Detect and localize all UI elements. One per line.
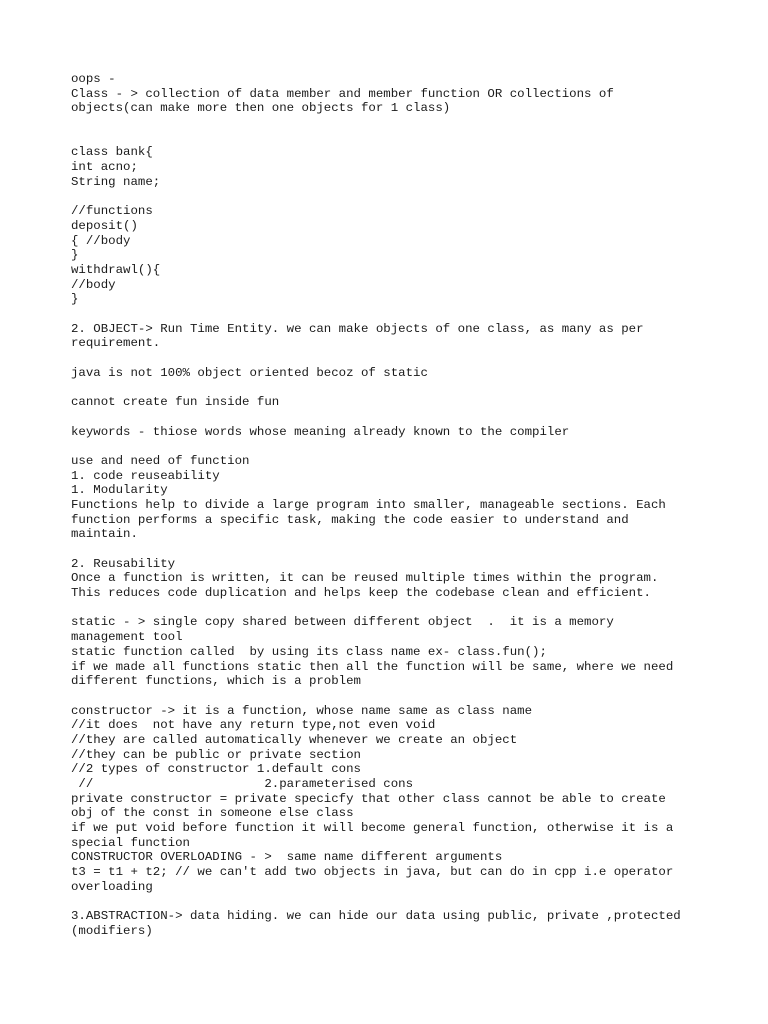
text-line: management tool xyxy=(71,630,183,645)
text-line: Once a function is written, it can be reused multiple times within the program. xyxy=(71,571,659,586)
text-line: //body xyxy=(71,277,116,292)
text-line: private constructor = private specicfy that other class cannot be able to create xyxy=(71,791,666,806)
text-line: (modifiers) xyxy=(71,923,153,938)
text-line: //functions xyxy=(71,204,153,219)
text-line: } xyxy=(71,292,79,307)
text-line: CONSTRUCTOR OVERLOADING - > same name different arguments xyxy=(71,850,503,865)
document-text xyxy=(71,72,711,939)
text-line: deposit() xyxy=(71,218,138,233)
blank-line xyxy=(71,131,711,146)
text-line: use and need of function xyxy=(71,453,250,468)
blank-line xyxy=(71,601,711,616)
text-line: if we put void before function it will become general function, otherwise it is a xyxy=(71,821,674,836)
text-line: maintain. xyxy=(71,527,138,542)
text-line: This reduces code duplication and helps keep the codebase clean and efficient. xyxy=(71,586,651,601)
text-line: static - > single copy shared between different object . it is a memory xyxy=(71,615,614,630)
text-line: } xyxy=(71,248,79,263)
text-line: //they can be public or private section xyxy=(71,747,361,762)
text-line: 1. Modularity xyxy=(71,483,168,498)
text-line: static function called by using its class name ex- class.fun(); xyxy=(71,644,547,659)
text-line: objects(can make more then one objects for 1 class) xyxy=(71,101,451,116)
text-line: cannot create fun inside fun xyxy=(71,395,280,410)
text-line: keywords - thiose words whose meaning already known to the compiler xyxy=(71,424,570,439)
blank-line xyxy=(71,380,711,395)
blank-line xyxy=(71,307,711,322)
blank-line xyxy=(71,689,711,704)
text-line: 3.ABSTRACTION-> data hiding. we can hide our data using public, private ,protected xyxy=(71,909,681,924)
text-line: 2. Reusability xyxy=(71,556,176,571)
text-line: { //body xyxy=(71,233,131,248)
text-line: requirement. xyxy=(71,336,161,351)
text-line: int acno; xyxy=(71,160,138,175)
text-line: if we made all functions static then all the function will be same, where we need xyxy=(71,659,674,674)
blank-line xyxy=(71,439,711,454)
blank-line xyxy=(71,895,711,910)
text-line: //2 types of constructor 1.default cons xyxy=(71,762,361,777)
blank-line xyxy=(71,410,711,425)
text-line: special function xyxy=(71,835,190,850)
text-line: class bank{ xyxy=(71,145,153,160)
text-line: 2. OBJECT-> Run Time Entity. we can make objects of one class, as many as per xyxy=(71,321,644,336)
blank-line xyxy=(71,542,711,557)
text-line: // 2.parameterised cons xyxy=(71,777,414,791)
text-line: java is not 100% object oriented becoz of static xyxy=(71,365,428,380)
text-line: withdrawl(){ xyxy=(71,262,161,277)
text-line: 1. code reuseability xyxy=(71,468,220,483)
text-line: function performs a specific task, making the code easier to understand and xyxy=(71,512,629,527)
blank-line xyxy=(71,116,711,131)
text-line: overloading xyxy=(71,879,153,894)
blank-line xyxy=(71,190,711,205)
text-line: constructor -> it is a function, whose name same as class name xyxy=(71,703,533,718)
text-line: t3 = t1 + t2; // we can't add two objects in java, but can do in cpp i.e operator xyxy=(71,865,674,880)
text-line: String name; xyxy=(71,174,161,189)
text-line: oops - xyxy=(71,72,116,86)
text-line: //it does not have any return type,not even void xyxy=(71,718,436,733)
text-line: obj of the const in someone else class xyxy=(71,806,354,821)
text-line: different functions, which is a problem xyxy=(71,674,361,689)
text-line: Functions help to divide a large program into smaller, manageable sections. Each xyxy=(71,497,666,512)
blank-line xyxy=(71,351,711,366)
text-line: Class - > collection of data member and member function OR collections of xyxy=(71,86,614,101)
text-line: //they are called automatically whenever we create an object xyxy=(71,732,518,747)
